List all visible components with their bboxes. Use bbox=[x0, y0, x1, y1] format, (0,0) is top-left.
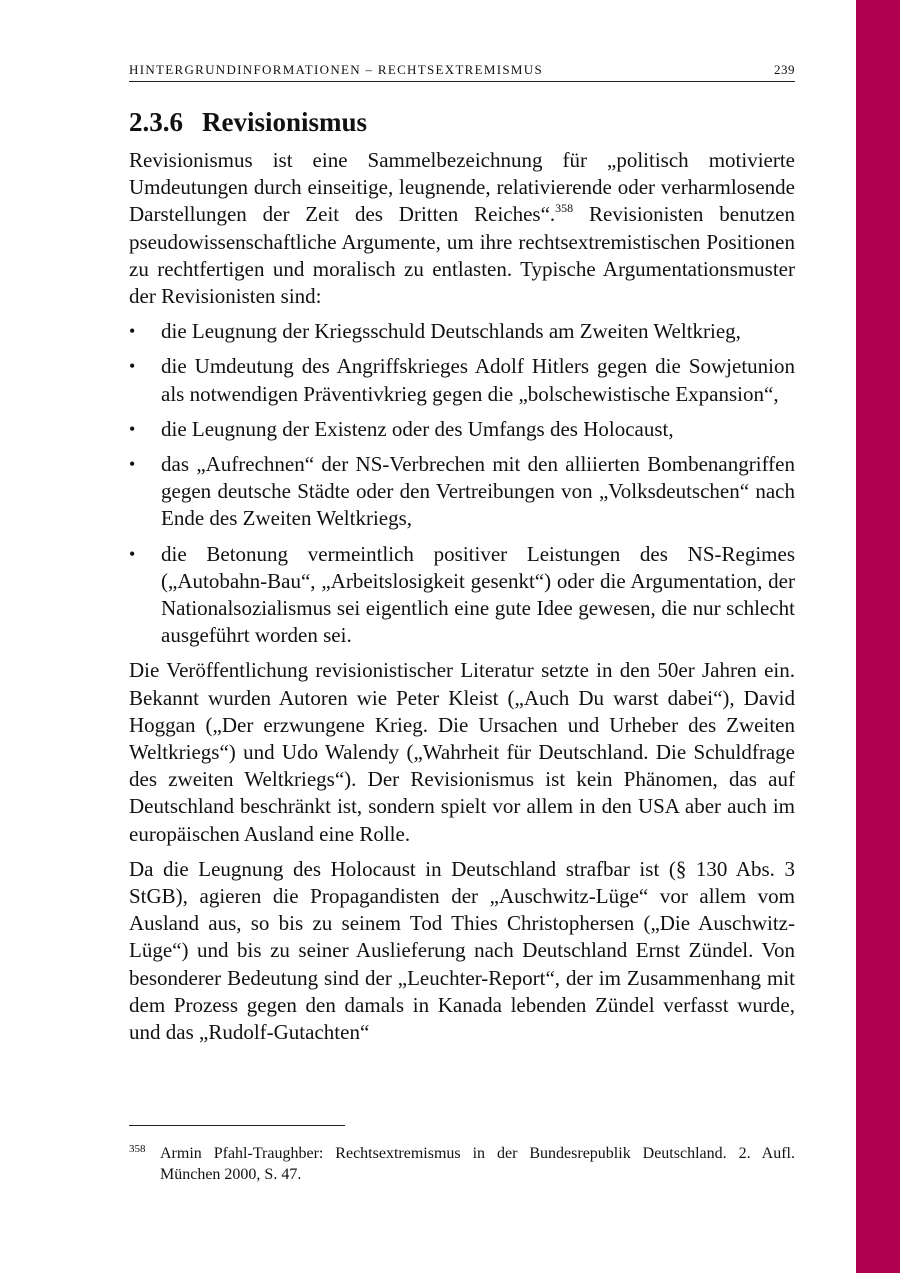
body-text bbox=[129, 147, 795, 1046]
footnote-mark: 358 bbox=[129, 1143, 146, 1155]
bullet-icon: • bbox=[129, 321, 136, 342]
argument-list bbox=[129, 318, 795, 649]
list-item bbox=[129, 541, 795, 650]
section-heading bbox=[129, 104, 367, 140]
bullet-icon: • bbox=[129, 543, 136, 564]
running-header bbox=[129, 61, 795, 82]
holocaust-denial-paragraph: Da die Leugnung des Holocaust in Deutschland strafbar ist (§ 130 Abs. 3 StGB), agieren die Propagandisten der „Auschwitz-Lüge“ vor allem vom Ausland aus, so bis zu seinem Tod Thies Christophersen („Die Auschwitz-Lüge“) und bis zu seiner Auslieferung nach Deutschland Ernst Zündel. Von besonderer Bedeutung sind der „Leuchter-Report“, der im Zusammenhang mit dem Prozess gegen den damals in Kanada lebenden Zündel verfasst wurde, und das „Rudolf-Gutachten“ bbox=[129, 856, 795, 1045]
bullet-icon: • bbox=[129, 454, 136, 475]
intro-paragraph bbox=[129, 147, 795, 310]
intro-text-part1: Revisionismus ist eine Sammelbezeichnung für „politisch motivierte Umdeutungen durch einseitige, leugnende, relativierende oder verharmlosende Darstellungen der Zeit des Dritten Reiches“. bbox=[129, 148, 795, 227]
list-item-text: die Leugnung der Kriegsschuld Deutschlands am Zweiten Weltkrieg, bbox=[161, 319, 741, 344]
footnote-reference[interactable]: 358 bbox=[555, 201, 574, 216]
list-item-text: die Umdeutung des Angriffskrieges Adolf Hitlers gegen die Sowjetunion als notwendigen Präventivkrieg gegen die „bolschewistische Expansion“, bbox=[161, 354, 795, 406]
section-title: Revisionismus bbox=[202, 107, 368, 137]
side-color-bar bbox=[856, 0, 900, 1273]
footnote-divider bbox=[129, 1125, 345, 1126]
list-item-text: die Betonung vermeintlich positiver Leistungen des NS-Regimes („Autobahn-Bau“, „Arbeitslosigkeit gesenkt“) oder die Argumentation, der Nationalsozialismus sei eigentlich eine gute Idee gewesen, die nur schlecht ausgeführt worden sei. bbox=[161, 541, 795, 648]
list-item bbox=[129, 451, 795, 533]
literature-paragraph: Die Veröffentlichung revisionistischer Literatur setzte in den 50er Jahren ein. Bekannt wurden Autoren wie Peter Kleist („Auch Du warst dabei“), David Hoggan („Der erzwungene Krieg. Die Ursachen und Urheber des Zweiten Weltkriegs“) und Udo Walendy („Wahrheit für Deutschland. Die Schuldfrage des zweiten Weltkriegs“). Der Revisionismus ist kein Phänomen, das auf Deutschland beschränkt ist, sondern spielt vor allem in den USA aber auch im europäischen Ausland eine Rolle. bbox=[129, 658, 795, 846]
bullet-icon: • bbox=[129, 356, 136, 377]
list-item bbox=[129, 318, 795, 345]
list-item-text: die Leugnung der Existenz oder des Umfangs des Holocaust, bbox=[161, 416, 674, 441]
section-number: 2.3.6 bbox=[129, 107, 183, 137]
footnote bbox=[129, 1143, 795, 1185]
list-item bbox=[129, 416, 795, 443]
bullet-icon: • bbox=[129, 418, 136, 439]
intro-text-part2: Revisionisten benutzen pseudowissenschaftliche Argumente, um ihre rechtsextremistischen Positionen zu rechtfertigen und moralisch zu entlasten. Typische Argumentationsmuster der Revisionisten sind: bbox=[129, 202, 795, 309]
running-header-title: HINTERGRUNDINFORMATIONEN – RECHTSEXTREMISMUS bbox=[129, 62, 543, 77]
list-item-text: das „Aufrechnen“ der NS-Verbrechen mit den alliierten Bombenangriffen gegen deutsche Städte oder den Vertreibungen von „Volksdeutschen“ nach Ende des Zweiten Weltkriegs, bbox=[161, 452, 795, 531]
page-number: 239 bbox=[774, 62, 795, 77]
list-item bbox=[129, 353, 795, 407]
footnote-text: Armin Pfahl-Traughber: Rechtsextremismus in der Bundesrepublik Deutschland. 2. Aufl. München 2000, S. 47. bbox=[160, 1145, 795, 1183]
